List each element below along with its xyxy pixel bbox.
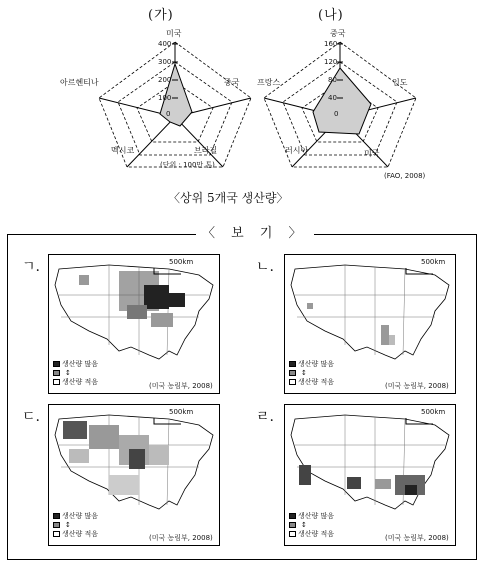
legend-low-da: 생산량 적음 [62,530,99,538]
axis-ga-argentina: 아르헨티나 [60,78,99,87]
chart-label-ga: (가) [148,8,174,23]
tick-ga-3: 100 [158,94,172,102]
scale-da: 500km [169,408,194,416]
legend-low-ra: 생산량 적음 [298,530,335,538]
legend-swatch-high [53,361,60,367]
map-panel-da [48,404,220,546]
legend-ra [289,511,334,539]
legend-swatch-low [53,379,60,385]
axis-na-india: 인도 [392,78,408,87]
legend-high-da: 생산량 많음 [62,512,99,520]
axis-ga-usa: 미국 [166,29,182,38]
scale-bar-da [153,418,183,426]
legend-ga [53,359,98,387]
tick-ga-1: 300 [158,58,172,66]
legend-na [289,359,334,387]
axis-ga-mexico: 멕시코 [111,146,135,155]
map-letter-ra: ㄹ. [256,409,274,425]
legend-swatch-high [289,513,296,519]
chart-caption: 〈상위 5개국 생산량〉 [168,191,289,205]
unit-ga: (단위 : 100만 톤) [160,161,215,169]
source-ra: (미국 농림부, 2008) [385,534,449,542]
legend-high-ga: 생산량 많음 [62,360,99,368]
tick-ga-0: 400 [158,40,172,48]
legend-high-ra: 생산량 많음 [298,512,335,520]
tick-na-0: 160 [324,40,338,48]
tick-ga-2: 200 [158,76,172,84]
legend-swatch-mid [289,522,296,528]
legend-swatch-mid [289,370,296,376]
source-na-map: (미국 농림부, 2008) [385,382,449,390]
scale-ra: 500km [421,408,446,416]
tick-na-2: 80 [328,76,337,84]
tick-na-1: 120 [324,58,338,66]
legend-swatch-high [289,361,296,367]
legend-arrow-icon: ↕ [65,521,71,529]
legend-swatch-high [53,513,60,519]
map-panel-ga [48,254,220,394]
source-ga: (미국 농림부, 2008) [149,382,213,390]
axis-na-france: 프랑스 [257,78,281,87]
legend-swatch-mid [53,370,60,376]
bogi-title: 〈 보 기 〉 [196,222,314,241]
legend-low-ga: 생산량 적음 [62,378,99,386]
scale-bar-ra [405,418,435,426]
legend-low-na: 생산량 적음 [298,378,335,386]
tick-ga-4: 0 [166,110,171,118]
axis-na-china: 중국 [330,29,346,38]
scale-na: 500km [421,258,446,266]
scale-bar-ga [153,268,183,276]
legend-swatch-low [289,531,296,537]
legend-swatch-mid [53,522,60,528]
map-letter-na: ㄴ. [256,259,274,275]
axis-na-russia: 러시아 [285,146,309,155]
source-na: (FAO, 2008) [384,172,426,180]
axis-ga-china: 중국 [224,78,240,87]
axis-na-usa: 미국 [364,149,380,158]
tick-na-4: 0 [334,110,339,118]
legend-swatch-low [289,379,296,385]
scale-bar-na [405,268,435,276]
scale-ga: 500km [169,258,194,266]
legend-arrow-icon: ↕ [301,369,307,377]
legend-da [53,511,98,539]
legend-high-na: 생산량 많음 [298,360,335,368]
chart-label-na: (나) [318,8,344,23]
radar-chart-na [255,22,455,182]
legend-arrow-icon: ↕ [65,369,71,377]
map-letter-ga: ㄱ. [22,259,40,275]
axis-ga-brazil: 브라질 [194,146,218,155]
legend-arrow-icon: ↕ [301,521,307,529]
source-da: (미국 농림부, 2008) [149,534,213,542]
map-panel-ra [284,404,456,546]
map-letter-da: ㄷ. [22,409,40,425]
legend-swatch-low [53,531,60,537]
map-panel-na [284,254,456,394]
tick-na-3: 40 [328,94,337,102]
